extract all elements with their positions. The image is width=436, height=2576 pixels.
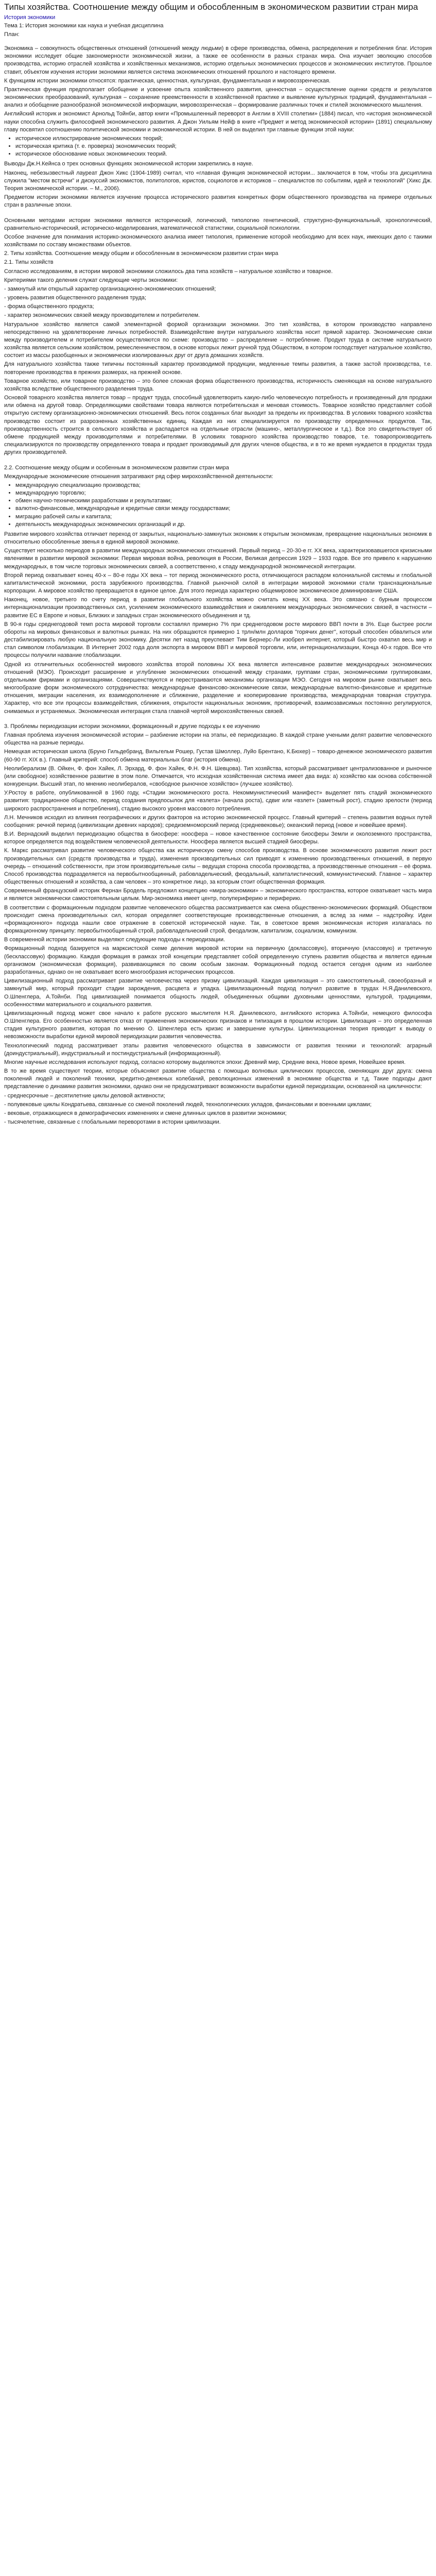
paragraph: Выводы Дж.Н.Кейнса о трех основных функциях экономической истории закрепились в науке. (4, 161, 253, 167)
category-link-row (4, 14, 432, 22)
paragraph: В 90-я годы среднегодовой темп роста мировой торговли составлял примерно 7% при среднегодовом росте мирового ВВП почти в 3%. Еще быстрее росли обороты на мировых финансовых и валютных рынках. На них обращаются примерно 1 трлн/млн долларов "горячих денег", который способен обвалиться или дестабилизировать любую национальную экономику. Десятки лет назад преуспевает Тим Бернерс-Ли изобрел интернет, который быстро охватил весь мир и стал символом глобализации. В Интернет 2002 года доля экспорта в мировом ВВП и мировой торговли, или, интернационализации, Конца 40-х годов. Все что процессы получили название глобализации. (4, 621, 432, 659)
paragraph: - тысячелетние, связанные с глобальными переворотами в истории цивилизации. (4, 1119, 221, 1126)
paragraph: 2. Типы хозяйства. Соотношение между общим и обособленным в экономическом развитии стран мира (4, 250, 278, 257)
paragraph: В современной истории экономики выделяют следующие подходы к периодизации. (4, 937, 225, 943)
paragraph: 3. Проблемы периодизации истории экономики, формационный и другие подходы к ее изучению (4, 723, 260, 730)
topic-line: Тема 1: История экономики как наука и учебная дисциплина (4, 23, 164, 29)
paragraph: Неолиберализм (В. Ойкен, Ф. фон Хайек, Л. Эрхард, Ф. фон Хайек, Ф.Н. Ф.Н. Шевцова). Тип хозяйства, который рассматривает централизованное и рыночное (или свободное) хозяйственное развитие в этом поле. Отмечается, что исходная хозяйственная система имеет два вида: а) хозяйство как основа собственной конкуренции. Высший этап, по мнению неолибералов, «свободное рыночное хозяйство» (лучшее хозяйство). (4, 765, 432, 788)
paragraph: К функциям истории экономики относятся: практическая, ценностная, культурная, фундаментальная и мировоззренческая. (4, 77, 331, 84)
page-title: Типы хозяйства. Соотношение между общим и обособленным в экономическом развитии стран мира (4, 2, 418, 12)
paragraph: Одной из отличительных особенностей мирового хозяйства второй половины ХХ века является интенсивное развитие международных экономических отношений (МЭО). Происходит расширение и углубление экономических отношений между странами, группами стран, экономическими группировками, отдельными фирмами и организациями. Совершенствуются и перестраиваются механизмы организации МЭО. Сегодня на мировом рынке охватывает весь многообразие форм экономического сотрудничества: международные финансово-экономические связи, международные валютно-финансовые и кредитные отношения, миграции населения, их взаимодополнение и сближение, разделение и кооперирование производства, международная товарная структура. Характер, что все эти процессы взаимодействия, сближения, открытости национальных экономик, противоречий, взаимозависимых постоянно регулируются, снимаемых и устраняемых. Экономическая интеграция стала главной чертой мирохозяйственных связей. (4, 661, 432, 715)
list-item: • миграцию рабочей силы и капитала; (15, 513, 432, 521)
paragraph: Основой товарного хозяйства является товар – продукт труда, способный удовлетворить какую-либо человеческую потребность и произведенный для продажи или обмена на другой товар. Определяющими свойствами товара являются потребительская и меновая стоимость. Товарное хозяйство представляет собой открытую систему организационно-экономических отношений. Весь поток созданных благ выходит за пределы их производства. В условиях товарного хозяйства производство состоит из разрозненных хозяйственных единиц. Каждая из них специализируется по производству определенных продуктов. Так, производственность строится в сельского хозяйства и распадается на отдельные отрасли (машино-, металлургическое и т.д.). Все это свидетельствует об обмене продукцией между производителями и потребителями. В условиях товарного хозяйства производство товаров, т.е. товаропроизводитель специализируются по производству определенного товара и продает производимый для других членов общества, и в то же время нуждается в продуктах труда других производителей. (4, 395, 432, 456)
paragraph: В.И. Вернадский выделил периодизацию общества в биосфере: ноосфера – новое качественное состояние биосферы Земли и околоземного пространства, которое определяется под воздействием человеческой деятельности. Ноосфера является высшей стадией биосферы. (4, 831, 432, 845)
paragraph: Наконец, небезызвестный лауреат Джон Хикс (1904-1989) считал, что «главная функция экономической истории... заключается в том, чтобы эта дисциплина служила "местом встречи" и дискуссий экономистов, политологов, юристов, социологов и историков – специалистов по событиям, идей и технологий" (Хикс Дж. Теория экономической истории. – М., 2006). (4, 170, 432, 192)
paragraph: Критериями такого деления служат следующие черты экономики: (4, 277, 178, 283)
paragraph: Предметом истории экономики является изучение процесса исторического развития конкретных форм общественного производства на примере отдельных стран в различные эпохи. (4, 194, 432, 209)
list-item: • международную специализацию производства; (15, 482, 432, 489)
paragraph: В соответствии с формационным подходом развитие человеческого общества рассматривается как смена общественно-экономических формаций. Обществом происходит смена производительных сил, которая определяет соответствующие производственные отношения, а вслед за ними – надстройку. Идеи «формационного» подхода нашли свое отражение в советской исторической науке. Так, в советское время экономическая история излагалась по формационному принципу: первобытнообщинный строй, рабовладельческий строй, феодализм, капитализм, социализм, коммунизм. (4, 904, 432, 935)
list-item: • деятельность международных экономических организаций и др. (15, 521, 432, 529)
list-item: • историческая критика (т. е. проверка) экономических теорий; (15, 143, 432, 150)
paragraph: - среднесрочные – десятилетние циклы деловой активности; (4, 1092, 165, 1099)
paragraph: Главная проблема изучения экономической истории – разбиение истории на этапы, её периодизацию. В каждой стране учеными делят развитие человеческого общества на разные периоды. (4, 732, 432, 747)
paragraph: Английский историк и экономист Арнольд Тойнби, автор книги «Промышленный переворот в Англии в XVIII столетии» (1884) писал, что «история экономической науки способна служить философией экономического развития. А Джон Уильям Нейф в книге «Предмет и метод экономической истории» (1891) специальному главу посвятил соотношению политической экономии и экономической истории. В ней он выделил три главные функции этой науки: (4, 111, 432, 133)
paragraph: Современный французский историк Фернан Бродель предложил концепцию «мира-экономики» – экономического пространства, которое охватывает часть мира и является экономически самостоятельным целым. Мир-экономика имеет центр, полупериферию и периферию. (4, 888, 432, 902)
paragraph: К. Маркс рассматривал развитие человеческого общества как историческую смену способов производства. В основе экономического развития лежит рост производительных сил (средств производства и труда), изменения производительных сил приводят к изменению производственных отношений, в первую очередь – отношений собственности, при этом производительные силы – ведущая сторона способа производства, а производственные отношения – её форма. Способ производства подразделяется на первобытнообщинный, рабовладельческий, феодальный, капиталистический, коммунистический. Главное – характер общественных отношений и хозяйства, а сам человек – это конкретное лицо, за которым стоит общественная формация. (4, 848, 432, 886)
paragraph: Практическая функция предполагает обобщение и усвоение опыта хозяйственного развития, ценностная – осуществление оценки средств и результатов экономических преобразований, культурная – сохранение преемственности в хозяйственной практике и выявление культурных традиций, фундаментальная – анализ и обобщение разнообразной экономической информации, мировоззренческая – формирование различных точек и стилей экономического мышления. (4, 86, 432, 109)
paragraph: - уровень развития общественного разделения труда; (4, 295, 147, 301)
paragraph: - замкнутый или открытый характер организационно-экономических отношений; (4, 285, 216, 292)
paragraph: Согласно исследованиям, в истории мировой экономики сложилось два типа хозяйств – натуральное хозяйство и товарное. (4, 268, 333, 275)
paragraph: Существует несколько периодов в развитии международных экономических отношений. Первый период – 20-30-е гг. ХХ века, характеризовавшегося кризисными явлениями в развитии мировой экономики: Первая мировая война, революция в России, Великая депрессия 1929 – 1933 годов. Все это привело к нарушению международных, в том числе торговых экономических связей, а соответственно, к спаду международной экономической интеграции. (4, 548, 432, 570)
list-item: • историческое обоснование новых экономических теорий. (15, 150, 432, 158)
paragraph: - полувековые циклы Кондратьева, связанные со сменой поколений людей, технологических укладов, финансовыми и военными циклами; (4, 1101, 372, 1108)
paragraph: Товарное хозяйство, или товарное производство – это более сложная форма общественного производства, историчность сменяющая на основе натурального хозяйства вследствие общественного разделения труда. (4, 378, 432, 392)
paragraph: Для натурального хозяйства также типичны постоянный характер производимой продукции, медленные темпы развития, а также застой производства, т.е. повторение производства в прежних размерах, на прежней основе. (4, 361, 432, 376)
paragraph: Особое значение для понимания историко-экономического анализа имеет типология, применение которой необходимо для всех наук, имеющих дело с такими хозяйствами по составу множествами объектов. (4, 233, 432, 248)
paragraph: 2.1. Типы хозяйств (4, 259, 54, 266)
paragraph: У.Ростоу в работе, опубликованной в 1960 году, «Стадии экономического роста. Некоммунистический манифест» выделяет пять стадий экономического развития: традиционное общество, период создания предпосылок для «взлета» (начала роста), сдвиг или «взлет» (заметный рост), стадию зрелости (период широкого распространения и потребления), стадию высокого уровня массового потребления. (4, 790, 432, 812)
list-item: • валютно-финансовые, международные и кредитные связи между государствами; (15, 505, 432, 513)
paragraph: 2.2. Соотношение между общим и особенным в экономическом развитии стран мира (4, 464, 229, 471)
bullet-list (4, 135, 432, 159)
paragraph: - вековые, отражающиеся в демографических изменениях и смене длинных циклов в развитии экономики; (4, 1110, 287, 1116)
document-body (4, 45, 432, 1126)
paragraph: Основными методами истории экономики являются исторический, логический, типологию генетический, структурно-функциональный, хронологический, сравнительно-исторический, историческо-моделирования, математической статистики, социальной психологии. (4, 217, 432, 231)
paragraph: Натуральное хозяйство является самой элементарной формой организации экономики. Это тип хозяйства, в котором производство направлено непосредственно на удовлетворение личных потребностей. Взаимодействие внутри натурального хозяйства носит прямой характер. Экономические связи между производителем и потребителем осуществляются по схеме: производство – распределение – потребление. Продукт труда в системе натурального хозяйства является сельским хозяйством, ремесленничеством, в основе которых лежит ручной труд Обществом, в котором господствует натуральное хозяйство, состоит из массы разобщенных и экономически изолированных друг от друга домашних хозяйств. (4, 321, 432, 359)
paragraph: В то же время существуют теории, которые объясняют развитие общества с помощью волновых циклических процессов, сменяющих друг друга: смена поколений людей и поколений техники, кредитно-денежных колебаний, революционных изменений в экономике общества и т.д. Такие подходы дают представление о динамике развития экономики, однако они не предусматривают возможности выработки единой периодизации, основанной на цикличности: (4, 1068, 432, 1090)
paragraph: Цивилизационный подход рассматривает развитие человечества через призму цивилизаций. Каждая цивилизация – это самостоятельный, своеобразный и замкнутый мир, который проходит стадии зарождения, расцвета и упадка. Цивилизационный подход получил развитие в трудах Н.Я.Данилевского, О.Шпенглера, А.Тойнби. Под цивилизацией понимается общность людей, объединенных общими духовными ценностями, культурой, традициями, особенностями материального и социального развития. (4, 978, 432, 1008)
document-page (0, 0, 436, 1138)
paragraph: Цивилизационный подход может свое начало к работе русского мыслителя Н.Я. Данилевского, английского историка А.Тойнби, немецкого философа О.Шпенглера. Его особенностью является отказ от применения экономических признаков и типизация в прошлом истории. Цивилизация – это определенная стадия культурного развития, которая по мнению О. Шпенглера есть кризис и завершение культуры. Цивилизационная теория приводит к выводу о невозможности выработки единой мировой периодизации развития человечества. (4, 1010, 432, 1040)
list-item: • обмен научно-техническими разработками и результатами; (15, 497, 432, 505)
paragraph: Немецкая историческая школа (Бруно Гильдебранд, Вильгельм Рошер, Густав Шмоллер, Луйо Брентано, К.Бюхер) – товаро-денежное экономического развития (60-90 гг. ХIХ в.). Главный критерий: способ обмена материальных благ (история обмена). (4, 749, 432, 763)
paragraph: Развитие мирового хозяйства отличает переход от закрытых, национально-замкнутых экономик к открытым экономикам, превращение национальных экономик в относительно обособленные звенья в единой мировой экономике. (4, 531, 432, 546)
plan-label: План: (4, 31, 20, 38)
list-item: • международную торговлю; (15, 489, 432, 497)
paragraph: Технологический подход рассматривает этапы развития человеческого общества в зависимости от развития техники и технологий: аграрный (доиндустриальный), индустриальный и постиндустриальный (информационный). (4, 1042, 432, 1057)
paragraph: - форма общественного продукта; (4, 303, 94, 310)
category-link[interactable]: История экономики (4, 14, 56, 21)
paragraph: - характер экономических связей между производителем и потребителем. (4, 312, 200, 319)
paragraph: Экономика – совокупность общественных отношений (отношений между людьми) в сфере производства, обмена, распределения и потребления благ. История экономики исследует общие закономерности экономической жизни, а также ее особенности в разных странах мира. Она изучает эволюцию способов производства, историю отраслей хозяйства и хозяйственных механизмов, историю отдельных экономических процессов и экономических институтов. Прошлое ставит, объектом изучения истории экономики является система экономических отношений прошлого и настоящего времени. (4, 45, 432, 75)
paragraph: Многие научные исследования используют подход, согласно которому выделяются эпохи: Древний мир, Средние века, Новое время, Новейшее время. (4, 1059, 406, 1065)
paragraph: Наконец, новое, третьего по счету период в развитии глобального хозяйства можно считать конец ХХ века. Это связано с бурным процессом интернационализации производственных сил, усилением экономического взаимодействия и оживлением международных экономических связей, в частности – развитие ЕС в Европе и новых, Близких и западных стран экономического объединения и тд. (4, 597, 432, 619)
list-item: • историческое иллюстрирование экономических теорий; (15, 135, 432, 143)
paragraph: Второй период охватывает конец 40-х – 80-е годы ХХ века – тот период экономического роста, отличающегося распадом колониальной системы и глобальной капиталистической экономики, роста зарубежного производства. Главной рыночной силой в интеграции мировой экономики стали транснациональные корпорации. А мировое хозяйство превращается в единое целое. Для этого периода характерно общемировое экономическое доминирование США. (4, 572, 432, 595)
paragraph: Л.Н. Мечников исходил из влияния географических и других факторов на историю экономической процесс. Главный критерий – степень развития водных путей сообщения: речной период (цивилизации древних народов); средиземноморский период (средневековье); океанский период (новое и новейшее время). (4, 814, 432, 828)
paragraph: Международные экономические отношения затрагивают ряд сфер мирохозяйственной деятельности: (4, 473, 273, 480)
paragraph: Формационный подход базируется на марксистской схеме деления мировой истории на первичную (доклассовую), вторичную (классовую) и третичную (бесклассовую) формацию. Каждая формация в рамках этой концепции представляет собой определенную ступень развития общества и является единым организмом (экономическая формация), развивающимся по своим особым законам. Формационный подход остается сегодня одним из наиболее разработанных, однако он не охватывает всего многообразия исторических процессов. (4, 945, 432, 975)
bullet-list (4, 482, 432, 529)
